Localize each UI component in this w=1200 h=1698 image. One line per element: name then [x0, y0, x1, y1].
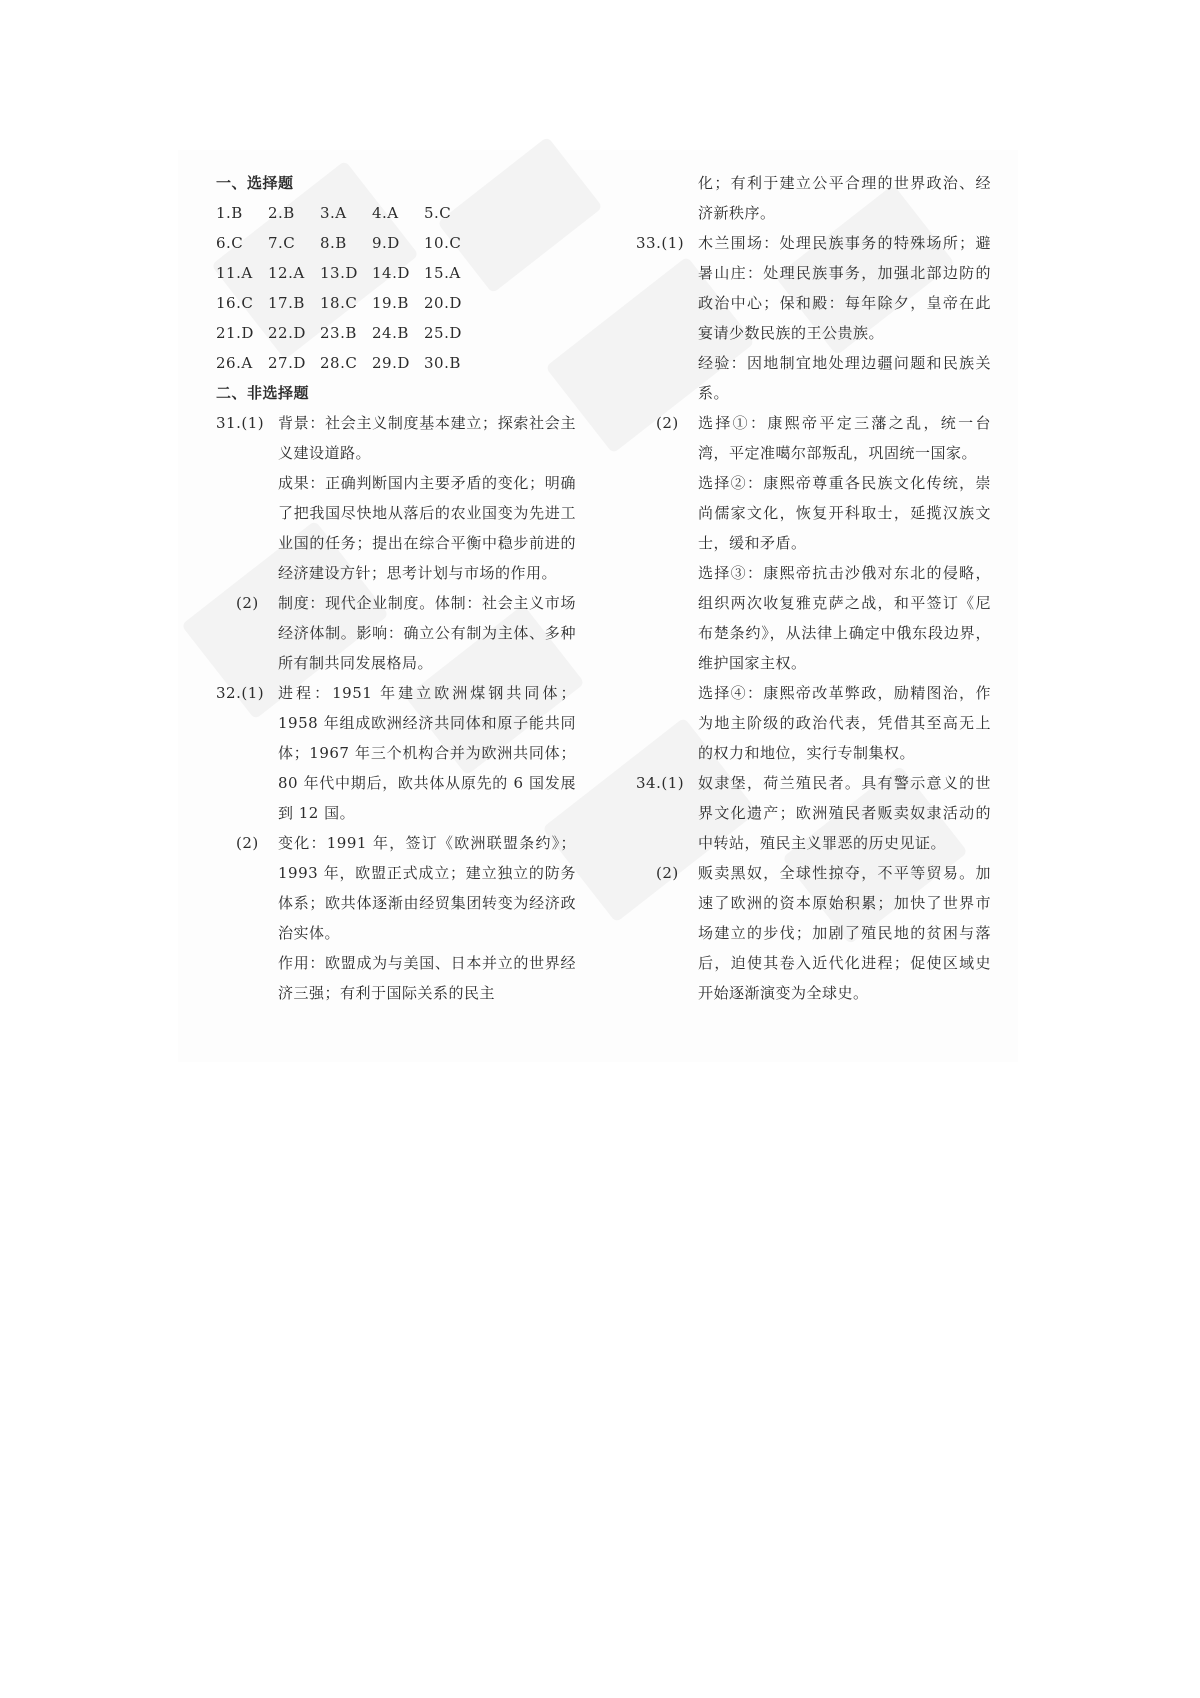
- section-title-nonchoice: 二、非选择题: [216, 384, 310, 402]
- mc-answer: 1.B: [216, 204, 243, 222]
- mc-answer: 24.B: [372, 324, 409, 342]
- mc-answer: 23.B: [320, 324, 357, 342]
- mc-answer: 13.D: [320, 264, 358, 282]
- mc-answer: 8.B: [320, 234, 347, 252]
- question-number: 34.(1): [636, 774, 685, 792]
- mc-answer: 7.C: [268, 234, 296, 252]
- question-number: 33.(1): [636, 234, 685, 252]
- mc-answer: 17.B: [268, 294, 305, 312]
- mc-answer: 20.D: [424, 294, 462, 312]
- mc-answer: 27.D: [268, 354, 306, 372]
- mc-answer: 4.A: [372, 204, 399, 222]
- answer-text: 选择③：康熙帝抗击沙俄对东北的侵略，组织两次收复雅克萨之战，和平签订《尼布楚条约》，从法律上确定中俄东段边界，维护国家主权。: [698, 564, 991, 672]
- mc-answer: 25.D: [424, 324, 462, 342]
- answer-text: 作用：欧盟成为与美国、日本并立的世界经济三强；有利于国际关系的民主: [278, 954, 576, 1002]
- answer-text: 选择④：康熙帝改革弊政，励精图治，作为地主阶级的政治代表，凭借其至高无上的权力和地位，实行专制集权。: [698, 684, 991, 762]
- question-number: (2): [236, 594, 259, 612]
- q33-part2-cont: [636, 468, 991, 558]
- answer-text: 进程：1951 年建立欧洲煤钢共同体；1958 年组成欧洲经济共同体和原子能共同体；1967 年三个机构合并为欧洲共同体；80 年代中期后，欧共体从原先的 6 国发展到 12 国。: [278, 684, 576, 822]
- mc-answer: 6.C: [216, 234, 244, 252]
- answer-text: 选择②：康熙帝尊重各民族文化传统，崇尚儒家文化，恢复开科取士，延揽汉族文士，缓和矛盾。: [698, 474, 991, 552]
- mc-answer-row: [216, 288, 576, 318]
- mc-answer: 14.D: [372, 264, 410, 282]
- mc-answer: 26.A: [216, 354, 253, 372]
- q32-part1: [216, 678, 576, 828]
- mc-answer: 15.A: [424, 264, 461, 282]
- answer-text: 经验：因地制宜地处理边疆问题和民族关系。: [698, 354, 991, 402]
- q32-part2-cont: [216, 948, 576, 1008]
- answer-text: 选择①：康熙帝平定三藩之乱，统一台湾，平定准噶尔部叛乱，巩固统一国家。: [698, 414, 991, 462]
- mc-answer: 30.B: [424, 354, 461, 372]
- mc-answer-row: [216, 258, 576, 288]
- mc-answer: 29.D: [372, 354, 410, 372]
- question-number: 32.(1): [216, 684, 265, 702]
- q33-part2-cont: [636, 558, 991, 678]
- q33-part2-cont: [636, 678, 991, 768]
- question-number: (2): [236, 834, 259, 852]
- mc-answer-row: [216, 228, 576, 258]
- q33-part2: [636, 408, 991, 468]
- mc-answer: 28.C: [320, 354, 358, 372]
- mc-answer: 3.A: [320, 204, 347, 222]
- answer-text: 化；有利于建立公平合理的世界政治、经济新秩序。: [698, 174, 991, 222]
- left-column: [216, 168, 576, 1008]
- answer-text: 背景：社会主义制度基本建立；探索社会主义建设道路。: [278, 414, 576, 462]
- mc-answer-row: [216, 198, 576, 228]
- q33-part1-cont: [636, 348, 991, 408]
- q34-part2: [636, 858, 991, 1008]
- mc-answer: 11.A: [216, 264, 253, 282]
- answer-text: 制度：现代企业制度。体制：社会主义市场经济体制。影响：确立公有制为主体、多种所有制共同发展格局。: [278, 594, 576, 672]
- mc-answer: 21.D: [216, 324, 254, 342]
- answer-text: 木兰围场：处理民族事务的特殊场所；避暑山庄：处理民族事务，加强北部边防的政治中心；保和殿：每年除夕，皇帝在此宴请少数民族的王公贵族。: [698, 234, 991, 342]
- q32-part2-cont-right: [636, 168, 991, 228]
- q31-part2: [216, 588, 576, 678]
- q31-part1: [216, 408, 576, 468]
- q34-part1: [636, 768, 991, 858]
- q33-part1: [636, 228, 991, 348]
- question-number: 31.(1): [216, 414, 265, 432]
- mc-answer: 18.C: [320, 294, 358, 312]
- right-column: [636, 168, 991, 1008]
- mc-answer: 10.C: [424, 234, 462, 252]
- q31-part1-cont: [216, 468, 576, 588]
- mc-answer: 2.B: [268, 204, 295, 222]
- mc-answer: 12.A: [268, 264, 305, 282]
- question-number: (2): [656, 864, 679, 882]
- question-number: (2): [656, 414, 679, 432]
- mc-answer-row: [216, 318, 576, 348]
- answer-text: 成果：正确判断国内主要矛盾的变化；明确了把我国尽快地从落后的农业国变为先进工业国的任务；提出在综合平衡中稳步前进的经济建设方针；思考计划与市场的作用。: [278, 474, 576, 582]
- section-title-choice: 一、选择题: [216, 174, 294, 192]
- answer-text: 贩卖黑奴，全球性掠夺，不平等贸易。加速了欧洲的资本原始积累；加快了世界市场建立的步伐；加剧了殖民地的贫困与落后，迫使其卷入近代化进程；促使区域史开始逐渐演变为全球史。: [698, 864, 991, 1002]
- answer-text: 变化：1991 年，签订《欧洲联盟条约》；1993 年，欧盟正式成立；建立独立的防务体系；欧共体逐渐由经贸集团转变为经济政治实体。: [278, 834, 576, 942]
- q32-part2: [216, 828, 576, 948]
- mc-answer: 16.C: [216, 294, 254, 312]
- mc-answer-row: [216, 348, 576, 378]
- answer-text: 奴隶堡，荷兰殖民者。具有警示意义的世界文化遗产；欧洲殖民者贩卖奴隶活动的中转站，殖民主义罪恶的历史见证。: [698, 774, 991, 852]
- mc-answer: 5.C: [424, 204, 452, 222]
- mc-answer: 19.B: [372, 294, 409, 312]
- mc-answer: 22.D: [268, 324, 306, 342]
- mc-answer: 9.D: [372, 234, 400, 252]
